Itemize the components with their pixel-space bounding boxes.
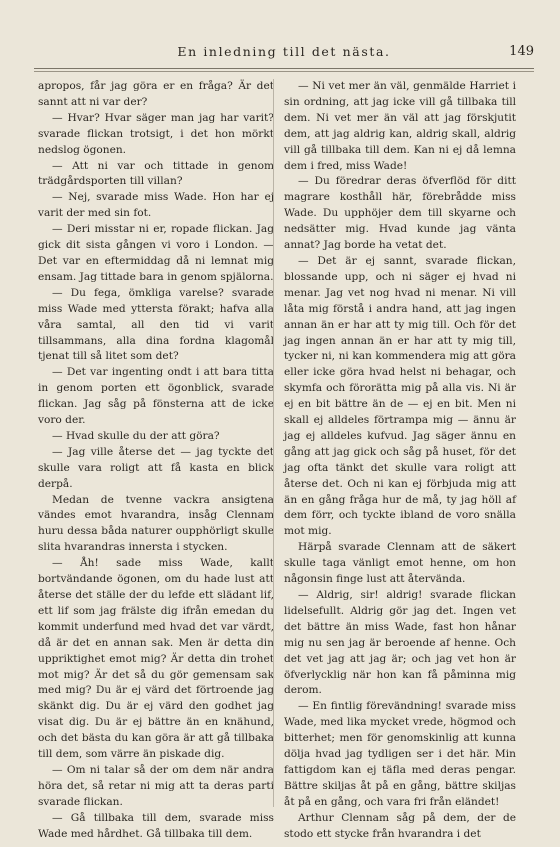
header-rule [34,68,534,72]
paragraph: — Att ni var och tittade in genom trädgårdsporten till villan? [38,159,274,188]
paragraph: — Ni vet mer än väl, genmälde Harriet i sin ordning, att jag icke vill gå tillbaka till dem. Ni vet mer än väl att jag förskjutit dem, att jag aldrig kan, aldrig skall, aldrig vill gå tillbaka till dem. Kan ni ej då lemna dem i fred, miss Wade! [284,80,516,172]
page-number: 149 [509,44,534,59]
paragraph: — Åh! sade miss Wade, kallt bortvändande ögonen, om du hade lust att återse det ställe der du lefde ett slädant lif, ett lif som jag frälste dig ifrån emedan du kommit underfund med hvad det var värdt, då är det en annan sak. Men är detta din uppriktighet emot mig? Är detta din trohet mot mig? Är det så du gör gemensam sak med mig? Du är ej värd det förtroende jag skänkt dig. Du är ej värd den godhet jag visat dig. Du är ej bättre än en knähund, och det bästa du kan göra är att gå tillbaka till dem, som värre än piskade dig. [38,557,274,761]
paragraph: — Du fega, ömkliga varelse? svarade miss Wade med yttersta förakt; hafva alla våra samtal, all den tid vi varit tillsammans, alla dina fordna klagomål tjenat till så litet som det? [38,286,274,363]
running-header [34,40,534,66]
paragraph: — Det var ingenting ondt i att bara titta in genom porten ett ögonblick, svarade flickan. Jag såg på fönsterna att de icke voro der. [38,366,274,427]
paragraph: apropos, får jag göra er en fråga? Är det sannt att ni var der? [38,80,274,108]
paragraph: Medan de tvenne vackra ansigtena vändes emot hvarandra, insåg Clennam huru dessa båda naturer oupphörligt skulle slita hvarandras innersta i stycken. [38,493,274,554]
paragraph: — Gå tillbaka till dem, svarade miss Wade med hårdhet. Gå tillbaka till dem. [38,811,274,840]
paragraph: Härpå svarade Clennam att de säkert skulle taga vänligt emot henne, om hon någonsin finge lust att återvända. [284,541,516,586]
right-column [284,79,516,840]
paragraph: — Det är ej sannt, svarade flickan, blossande upp, och ni säger ej hvad ni menar. Jag vet nog hvad ni menar. Ni vill låta mig förstå i andra hand, att jag ingen annan än er har att ty mig till. Och för det jag ingen annan än er har att ty mig till, tycker ni, ni kan kommendera mig att göra eller icke göra hvad helst ni behagar, och skymfa och förorätta mig på alla vis. Ni är ej en bit bättre än de — ej en bit. Men ni skall ej alldeles förtrampa mig — ännu är jag ej alldeles kufvud. Jag säger ännu en gång att jag gick och såg på huset, för det jag ofta tänkt det skulle vara roligt att återse det. Och ni kan ej förbjuda mig att än en gång fråga hur de må, ty jag höll af dem förr, och tyckte ibland de voro snälla mot mig. [284,254,516,538]
paragraph: — Aldrig, sir! aldrig! svarade flickan lidelsefullt. Aldrig gör jag det. Ingen vet det bättre än miss Wade, fast hon hånar mig nu sen jag är beroende af henne. Och det vet jag att jag är; och jag vet hon är öfverlycklig när hon kan få påminna mig derom. [284,589,516,697]
paragraph: — Jag ville återse det — jag tyckte det skulle vara roligt att få kasta en blick derpå. [38,445,274,490]
paragraph: — Hvad skulle du der att göra? [52,429,220,442]
paragraph: Arthur Clennam såg på dem, der de stodo ett stycke från hvarandra i det [284,811,516,840]
paragraph: — En fintlig förevändning! svarade miss Wade, med lika mycket vrede, högmod och bitterhet; men för genomskinlig att kunna dölja hvad jag tydligen ser i det här. Min fattigdom kan ej täfla med deras pengar. Bättre skiljas åt på en gång, bättre skiljas åt på en gång, och vara fri från eländet! [284,700,516,808]
paragraph: — Nej, svarade miss Wade. Hon har ej varit der med sin fot. [38,191,274,220]
paragraph: — Om ni talar så der om dem när andra höra det, så retar ni mig att ta deras parti svarade flickan. [38,763,274,808]
running-title: En inledning till det nästa. [177,44,391,59]
left-column [38,79,274,840]
paragraph: — Deri misstar ni er, ropade flickan. Jag gick dit sista gången vi voro i London. — Det var en eftermiddag då ni lemnat mig ensam. Jag tittade bara in genom spjälorna. [38,223,274,283]
paragraph: — Du föredrar deras öfverflöd för ditt magrare kosthåll här, förebrådde miss Wade. Du upphöjer dem till skyarne och nedsätter mig. Hvad kunde jag vänta annat? Jag borde ha vetat det. [284,175,516,252]
paragraph: — Hvar? Hvar säger man jag har varit? svarade flickan trotsigt, i det hon mörkt nedslog ögonen. [38,111,274,156]
column-divider [273,79,274,807]
